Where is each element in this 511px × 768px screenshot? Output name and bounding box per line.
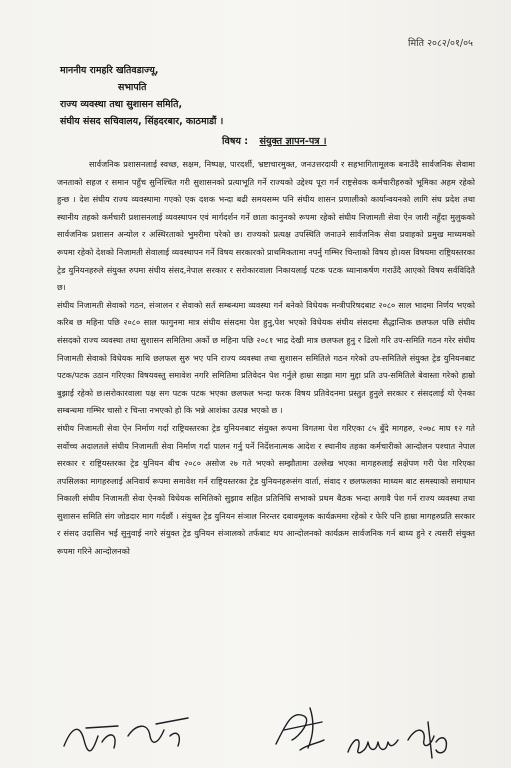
subject-line [222, 134, 335, 147]
addressee-block [60, 62, 223, 130]
subject-text: संयुक्त ज्ञापन-पत्र । [259, 136, 327, 147]
signature-1 [58, 706, 198, 762]
signature-2 [270, 700, 330, 756]
paragraph-demands: संघीय निजामती सेवा ऐन निर्माण गर्दा राष्ट्रियस्तरका ट्रेड युनियनबाट संयुक्त रूपमा विगतमा पेश गरिएका ८५ बुँदे मागहरु, २०७८ माघ १२ गते सर्वोच्च अदालतले संघीय निजामती सेवा निर्माण गर्दा पालन गर्नु पर्ने निर्देशनात्मक आदेश र स्थानीय तहका कर्मचारीको आन्दोलन पश्चात नेपाल सरकार र राष्ट्रियस्तरका ट्रेड युनियन बीच २०८० असोज २७ गते भएको सम्झौतामा उल्लेख भएका मागहरुलाई सक्षेपण गरी पेश गरिएका तपसिलका मागहरुलाई अनिवार्य रूपमा समावेश गर्न राष्ट्रियस्तरका ट्रेड युनियनहरूसंग वार्ता, संवाद र छलफलका माध्यम बाट समस्याको समाधान निकाली संघीय निजामती सेवा ऐनको विधेयक समितिको सुझाव सहित प्रतिनिधि सभाको प्रथम बैठक भन्दा अगावै पेश गर्न राज्य व्यवस्था तथा सुशासन समिति संग जोडदार माग गर्दछौं । संयुक्त ट्रेड युनियन संञाल निरन्तर दबावमूलक कार्यक्रममा रहेको र फेरि पनि हाम्रा मागहरुप्रति सरकार र संसद उदासिन भई सुनुवाई नगरे संयुक्त ट्रेड युनियन संञालको तर्फबाट थप आन्दोलनको कार्यक्रम सार्वजनिक गर्न बाध्य हुने र त्यसरी संयुक्त रूपमा गरिने आन्दोलनको [57, 422, 475, 557]
addressee-name: माननीय रामहरि खतिवडाज्यू, [60, 65, 159, 76]
subject-label: विषय : [222, 136, 249, 147]
letter-date: मिति २०८२/०१/०५ [408, 38, 473, 49]
signature-4 [402, 714, 452, 762]
addressee-office: संघीय संसद सचिवालय, सिंहदरबार, काठमाडौं । [60, 116, 224, 127]
paragraph-bill-history: संघीय निजामती सेवाको गठन, संञालन र सेवाको सर्त सम्बन्धमा व्यवस्था गर्न बनेको विधेयक मन्त्रीपरिषदबाट २०८० साल भादमा निर्णय भएको करिब छ महिना पछि २०८० साल फागुनमा मात्र संघीय संसदमा पेश हुनु,पेश भएको विधेयक संघीय संसदमा सैद्धान्तिक छलफल पछि संघीय संसदको राज्य व्यवस्था तथा सुशासन समितिमा अर्को छ महिना पछि २०८१ भाद्र देखी मात्र छलफल हुनु र ढिलो गरि उप-समिति गठन गरेर संघीय निजामती सेवाको विधेयक माथि छलफल सुरु भए पनि राज्य व्यवस्था तथा सुशासन समितिले गठन गरेको उप-समितिले संयुक्त ट्रेड युनियनबाट पटक/पटक उठान गरिएका विषयवस्तु समावेश नगरि समितिमा प्रतिवेदन पेश गर्नुले हाम्रा साझा माग मुद्दा प्रति उप-समितिले बेवास्ता गरेको हाम्रो बुझाई रहेको छ।सरोकारवाला पक्ष सग पटक पटक भएका छलफल भन्दा फरक विषय प्रतिवेदनमा प्रस्तुत हुनुले सरकार र संसदलाई यो ऐनका सम्बन्धमा गम्भिर चासो र चिन्ता नभएको हो कि भन्ने आशंका उत्पन्न भएको छ । [57, 299, 475, 416]
addressee-title: सभापति [118, 82, 147, 93]
letter-body [57, 156, 475, 561]
addressee-committee: राज्य व्यवस्था तथा सुशासन समिति, [60, 99, 183, 110]
signature-3 [344, 722, 400, 762]
paragraph-intro: सार्वजनिक प्रशासनलाई स्वच्छ, सक्षम, निष्पक्ष, पारदर्शी, भ्रष्टाचारमुक्त, जनउत्तरदायी र सहभागितामूलक बनाउँदै सार्वजनिक सेवामा जनताको सहज र समान पहुँच सुनिश्चित गरी सुशासनको प्रत्याभूति गर्ने राज्यको उद्देश्य पूरा गर्न राष्ट्रसेवक कर्मचारीहरुको भूमिका अहम रहेको हुन्छ । देश संघीय राज्य व्यवस्थामा गएको एक दशक भन्दा बढी समयसम्म पनि संघीय शासन प्रणालीको कार्यान्वयनको लागि संघ प्रदेश तथा स्थानीय तहको कर्मचारी प्रशासनलाई व्यवस्थापन एवं मार्गदर्शन गर्ने छाता कानुनको रूपमा रहेको संघीय निजामती सेवा ऐन जारी नहुँदा मुलुकको सार्वजनिक प्रशासन अन्योल र अस्थिरताको भुमरीमा परेको छ। राज्यको प्रत्यक्ष उपस्थिति जनाउने सार्वजनिक सेवा प्रवाहको प्रमुख माध्यमको रूपमा रहेको देशको निजामती सेवालाई व्यवस्थापन गर्ने विषय सरकारको प्राथमिकतामा नपर्नु गम्भिर चिन्ताको विषय हो।यस विषयमा राष्ट्रियस्तरका ट्रेड युनियनहरुले संयुक्त रुपमा संघीय संसद,नेपाल सरकार र सरोकारवाला निकायलाई पटक पटक ध्यानाकर्षण गराउँदै आएको विषय सर्वविदितै छ। [57, 159, 475, 293]
